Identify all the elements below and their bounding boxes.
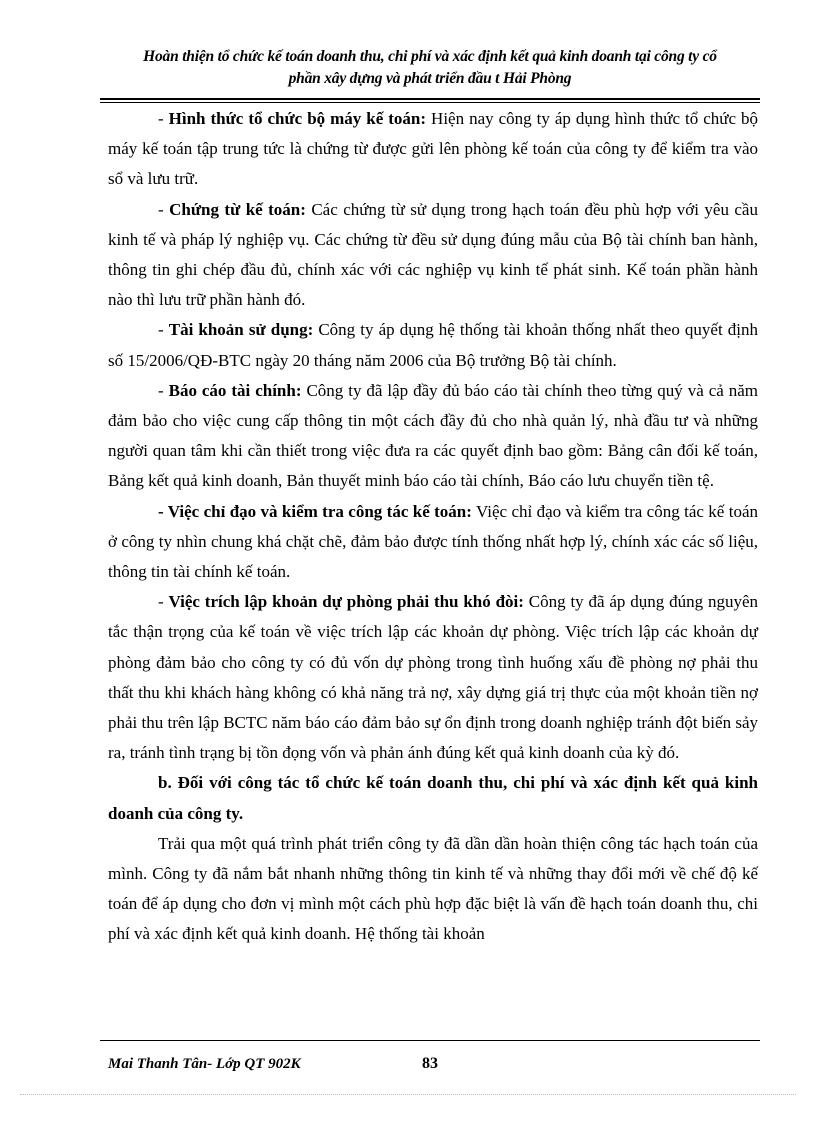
paragraph-accounting-vouchers: - Chứng từ kế toán: Các chứng từ sử dụng trong hạch toán đều phù hợp với yêu cầu kinh tế và pháp lý nghiệp vụ. Các chứng từ đều sử dụng đúng mẫu của Bộ tài chính ban hành, thông tin ghi chép đầu đủ, chính xác với các nghiệp vụ kinh tế phát sinh. Kế toán phần hành nào thì lưu trữ phần hành đó. bbox=[108, 199, 758, 310]
page-bottom-divider bbox=[20, 1094, 796, 1095]
paragraph-heading: Việc trích lập khoản dự phòng phải thu khó đòi: bbox=[168, 592, 524, 612]
paragraph-bad-debt-provision: - Việc trích lập khoản dự phòng phải thu khó đòi: Công ty đã áp dụng đúng nguyên tắc thận trọng của kế toán về việc trích lập các khoản dự phòng. Việc trích lập các khoản dự phòng đảm bảo cho công ty có đủ vốn dự phòng trong tình huống xấu đề phòng nợ phải thu thất thu khi khách hàng không có khả năng trả nợ, xây dựng giá trị thực của một khoản tiền nợ phải thu trên lập BCTC năm báo cáo đảm bảo sự ổn định trong doanh nghiệp tránh đột biến sảy ra, tránh tình trạng bị tồn đọng vốn và phản ánh đúng kết quả kinh doanh của kỳ đó. bbox=[108, 592, 758, 763]
paragraph-development: Trải qua một quá trình phát triển công ty đã dần dần hoàn thiện công tác hạch toán của mình. Công ty đã nắm bắt nhanh những thông tin kinh tế và những thay đổi mới về chế độ kế toán để áp dụng cho đơn vị mình một cách phù hợp đặc biệt là vấn đề hạch toán doanh thu, chi phí và xác định kết quả kinh doanh. Hệ thống tài khoản bbox=[108, 833, 758, 944]
paragraph-accounts-used: - Tài khoản sử dụng: Công ty áp dụng hệ thống tài khoản thống nhất theo quyết định số 15/2006/QĐ-BTC ngày 20 tháng năm 2006 của Bộ trưởng Bộ tài chính. bbox=[108, 320, 758, 370]
header-rule-thin bbox=[100, 102, 760, 103]
paragraph-heading: Báo cáo tài chính: bbox=[168, 380, 302, 400]
section-heading-b bbox=[108, 768, 758, 828]
paragraph-heading: Hình thức tổ chức bộ máy kế toán: bbox=[168, 109, 427, 128]
header-rule bbox=[100, 98, 760, 100]
paragraph-heading: Tài khoản sử dụng: bbox=[168, 320, 314, 340]
footer-rule bbox=[100, 1040, 760, 1041]
paragraph-accounting-organization: - Hình thức tổ chức bộ máy kế toán: Hiện nay công ty áp dụng hình thức tổ chức bộ máy kế toán tập trung tức là chứng từ được gửi lên phòng kế toán của công ty để kiểm tra vào sổ và lưu trữ. bbox=[108, 109, 759, 189]
paragraph-accounting-supervision: - Việc chỉ đạo và kiểm tra công tác kế toán: Việc chỉ đạo và kiểm tra công tác kế toán ở công ty nhìn chung khá chặt chẽ, đảm bảo được tính thống nhất hợp lý, chính xác các số liệu, thông tin tài chính kế toán. bbox=[108, 501, 758, 582]
page-body bbox=[108, 104, 758, 950]
page-number: 83 bbox=[422, 1055, 438, 1072]
paragraph-heading: Chứng từ kế toán: bbox=[169, 199, 306, 219]
section-heading: b. Đối với công tác tổ chức kế toán doanh thu, chi phí và xác định kết quả kinh doanh của công ty. bbox=[108, 773, 758, 823]
header-line-1: Hoàn thiện tổ chức kế toán doanh thu, chi phí và xác định kết quả kinh doanh tại công ty cổ bbox=[143, 48, 717, 65]
header-line-2: phần xây dựng và phát triển đầu t Hải Phòng bbox=[288, 70, 572, 87]
paragraph-financial-statements: - Báo cáo tài chính: Công ty đã lập đầy đủ báo cáo tài chính theo từng quý và cả năm đảm bảo cho việc cung cấp thông tin một cách đầy đủ cho nhà quản lý, nhà đầu tư và những người quan tâm khi cần thiết trong việc đưa ra các quyết định bao gồm: Bảng cân đối kế toán, Bảng kết quả kinh doanh, Bản thuyết minh báo cáo tài chính, Báo cáo lưu chuyển tiền tệ. bbox=[108, 380, 758, 491]
running-header bbox=[100, 46, 760, 90]
paragraph-heading: - Việc chỉ đạo và kiểm tra công tác kế toán: bbox=[158, 501, 472, 521]
footer-author: Mai Thanh Tân- Lớp QT 902K bbox=[108, 1056, 301, 1072]
